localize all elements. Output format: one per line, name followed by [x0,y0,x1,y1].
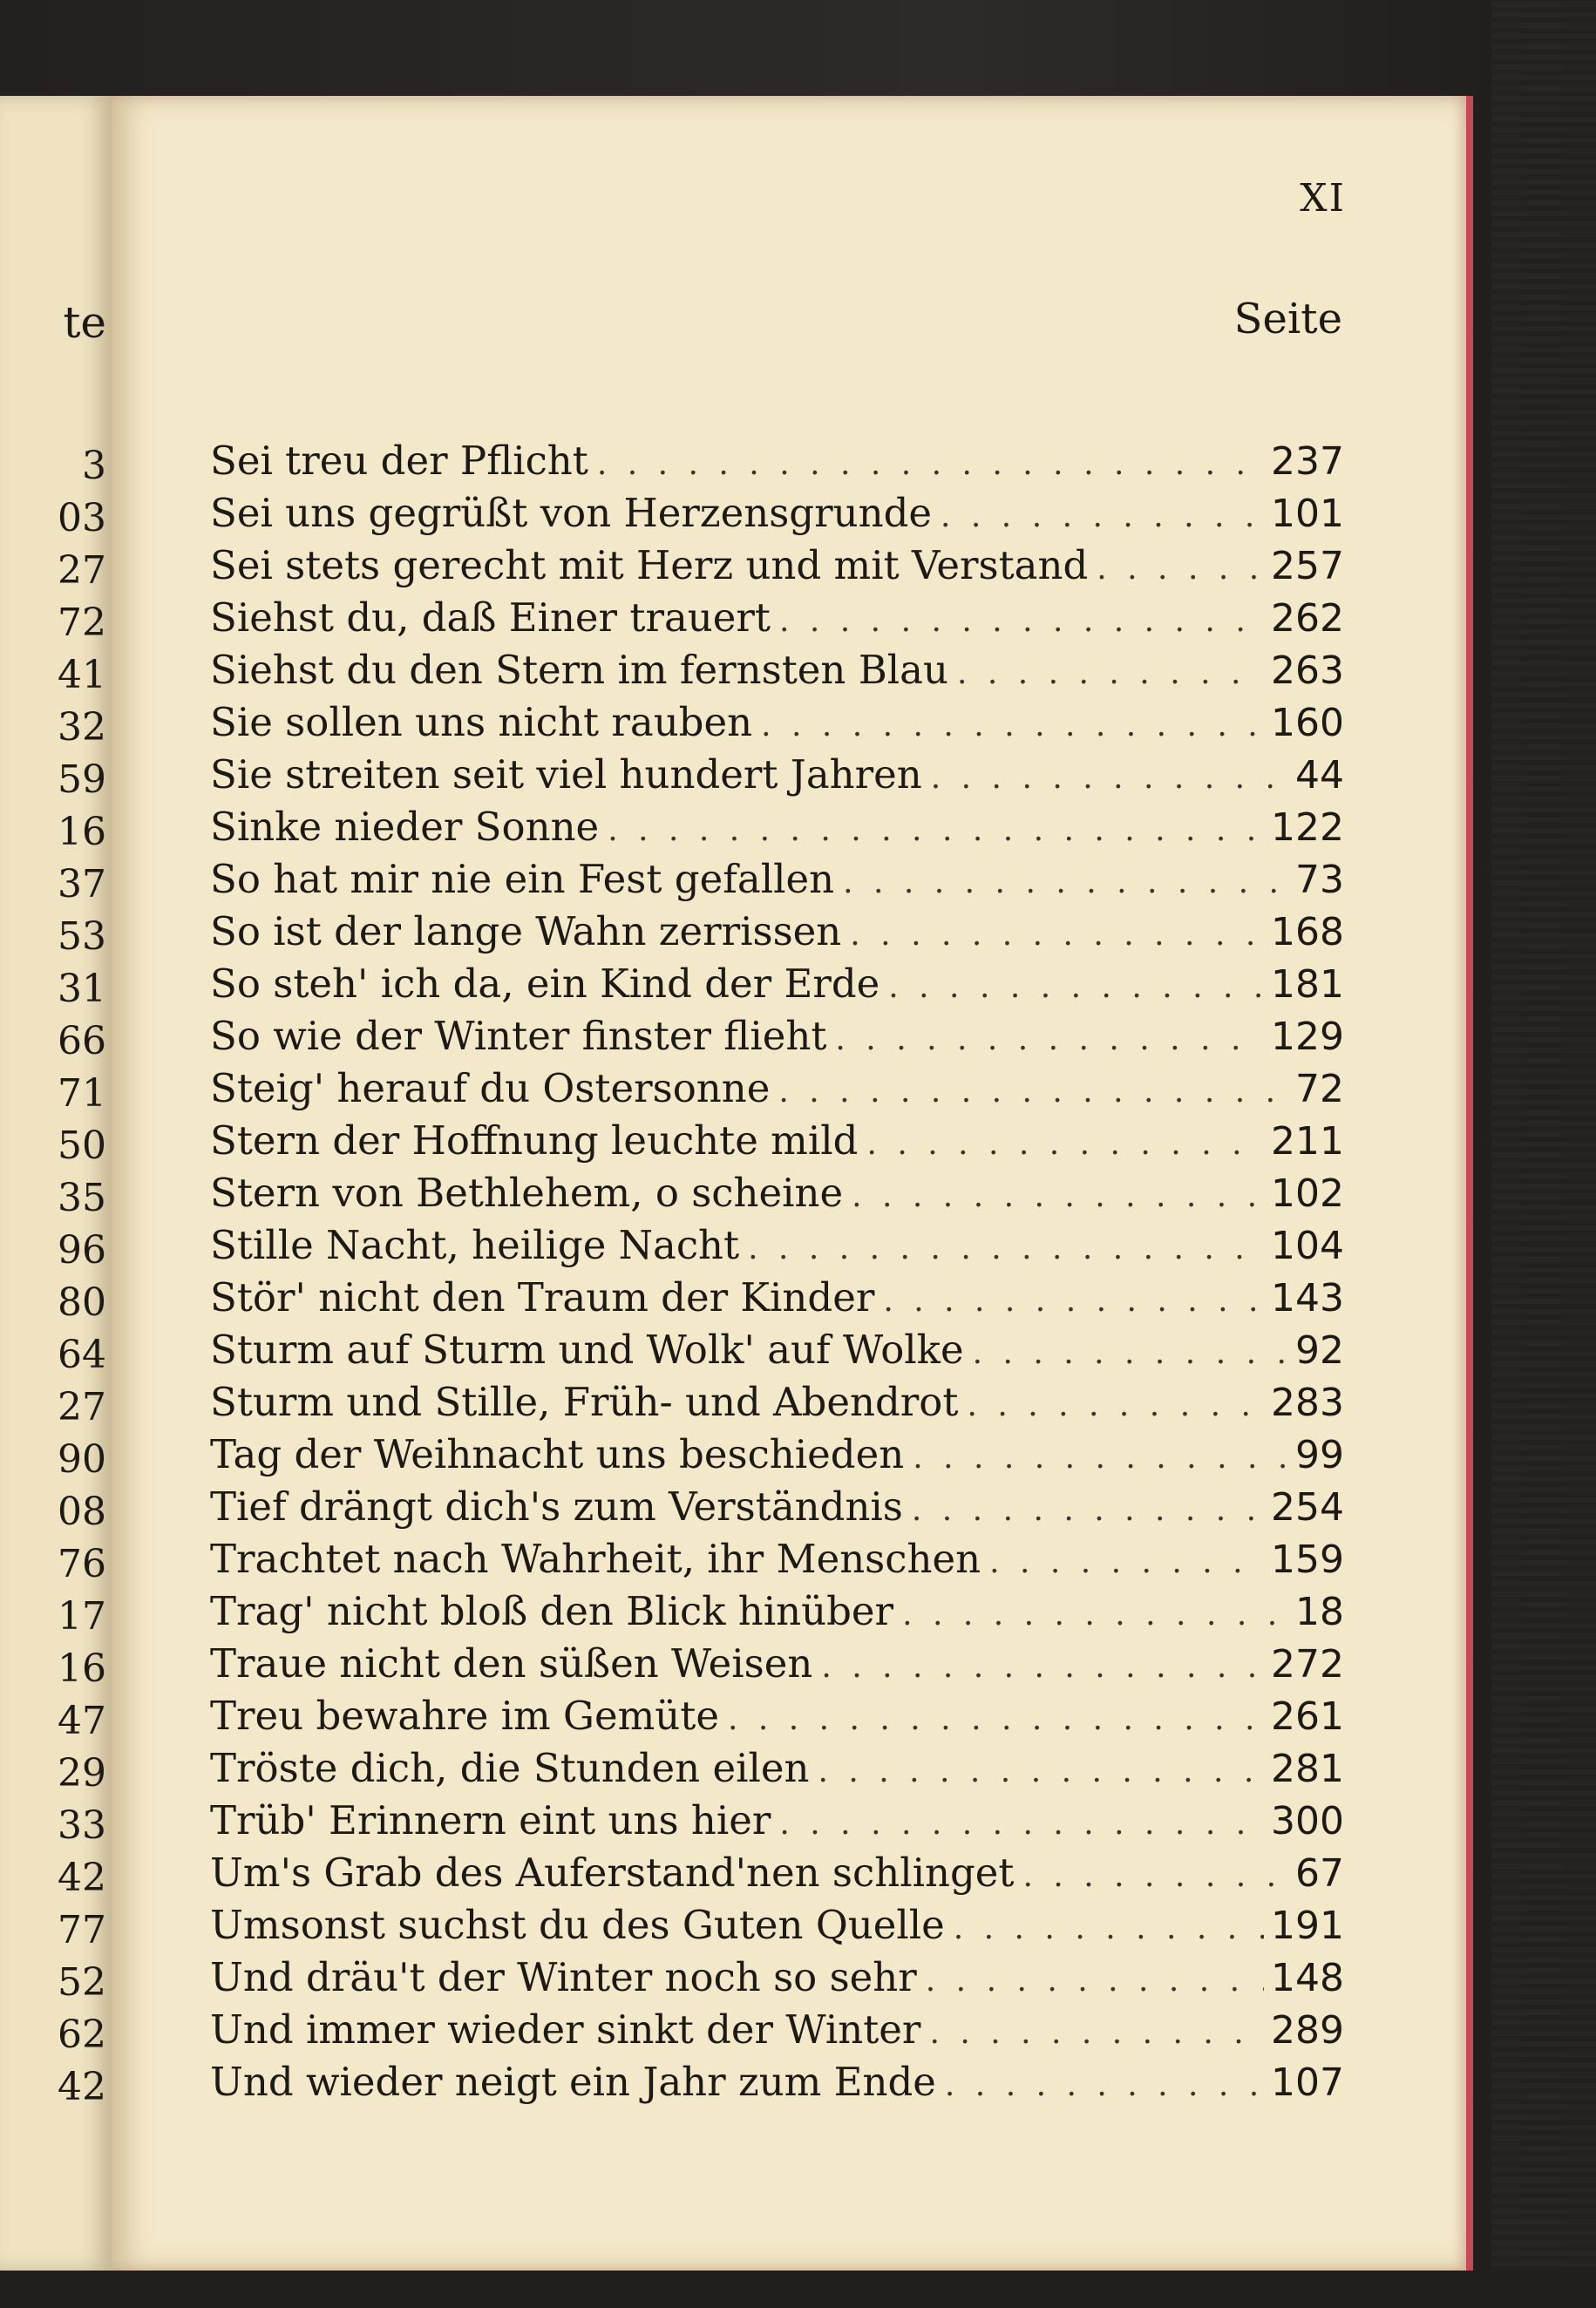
index-page [112,96,1473,2271]
dot-leader [954,1911,1264,1946]
dot-leader [850,917,1264,953]
previous-page-number: 31 [58,967,106,1011]
dot-leader [929,2015,1264,2051]
index-entry-page: 101 [1271,492,1344,536]
previous-page-number: 37 [58,862,106,906]
index-entry [210,908,1344,961]
index-entry [210,1954,1344,2006]
previous-page-number: 47 [58,1699,106,1743]
previous-page-number: 64 [58,1333,106,1377]
dot-leader [748,1231,1264,1266]
index-entry-page: 107 [1271,2060,1344,2105]
index-entry-title: Steig' herauf du Ostersonne [210,1065,771,1111]
previous-page-number: 35 [58,1176,106,1220]
index-entry-title: Um's Grab des Auferstand'nen schlinget [210,1850,1015,1896]
index-entry [210,699,1344,751]
index-entry [210,961,1344,1013]
dot-leader [926,1963,1264,1999]
dot-leader [821,1649,1264,1685]
index-entry-page: 300 [1271,1799,1344,1843]
dot-leader [912,1492,1264,1528]
previous-page-number: 42 [58,2065,106,2109]
index-entry-page: 99 [1295,1433,1344,1477]
dot-leader [852,1178,1264,1214]
index-entry-page: 92 [1295,1328,1344,1373]
previous-page-number: 29 [58,1751,106,1795]
index-entry-title: Traue nicht den süßen Weisen [210,1640,813,1687]
dot-leader [888,969,1264,1005]
index-entry-page: 102 [1271,1171,1344,1216]
previous-page-number: 66 [58,1019,106,1063]
index-entry-title: Und dräu't der Winter noch so sehr [210,1954,917,2000]
index-entry-page: 283 [1271,1381,1344,1425]
previous-page-number: 96 [58,1228,106,1273]
dot-leader [989,1544,1264,1580]
index-entry-title: So wie der Winter finster flieht [210,1013,827,1059]
previous-page-number: 77 [58,1908,106,1952]
index-entry [210,1379,1344,1431]
index-entry-title: Umsonst suchst du des Guten Quelle [210,1902,945,1948]
previous-page-number: 08 [58,1490,106,1534]
index-entry [210,1065,1344,1117]
previous-page-number: 53 [58,914,106,959]
previous-page-number: 03 [58,496,106,540]
index-entry-page: 263 [1271,648,1344,693]
index-entry [210,490,1344,542]
index-entry-title: Trüb' Erinnern eint uns hier [210,1797,771,1843]
index-entry-page: 272 [1271,1642,1344,1687]
index-entry [210,804,1344,856]
dot-leader [945,2067,1264,2103]
index-entry-title: Stille Nacht, heilige Nacht [210,1222,740,1268]
index-entry-title: Trag' nicht bloß den Blick hinüber [210,1588,894,1634]
dot-leader [931,760,1288,796]
index-entry [210,2059,1344,2111]
index-entry-page: 67 [1295,1851,1344,1896]
dot-leader [818,1754,1264,1789]
previous-page-number: 76 [58,1542,106,1586]
previous-page-number: 62 [58,2013,106,2057]
index-entry-page: 159 [1271,1538,1344,1582]
index-entry [210,1850,1344,1902]
index-entry [210,1222,1344,1274]
dot-leader [778,1074,1288,1110]
dot-leader [902,1597,1288,1633]
index-entry-page: 148 [1271,1956,1344,2000]
dot-leader [883,1283,1264,1319]
index-entry-title: Siehst du, daß Einer trauert [210,594,771,641]
index-entry [210,1170,1344,1222]
index-entry [210,1431,1344,1483]
dot-leader [835,1022,1264,1057]
previous-page-number: 16 [58,810,106,854]
index-entry-page: 262 [1271,596,1344,641]
index-entry-page: 122 [1271,805,1344,850]
index-entry-title: Sturm und Stille, Früh- und Abendrot [210,1379,959,1425]
index-entry-title: So hat mir nie ein Fest gefallen [210,856,835,902]
dot-leader [866,1126,1264,1162]
dot-leader [1023,1858,1289,1894]
index-entry-page: 289 [1271,2008,1344,2053]
index-list [210,438,1344,2111]
dot-leader [779,1806,1264,1842]
index-entry-page: 254 [1271,1485,1344,1530]
index-entry [210,1745,1344,1797]
index-entry-page: 73 [1295,858,1344,902]
previous-page-number: 42 [58,1856,106,1900]
index-entry-page: 160 [1271,701,1344,745]
dot-leader [597,446,1264,482]
index-entry [210,594,1344,647]
index-entry-page: 143 [1271,1276,1344,1320]
index-entry-title: Sie sollen uns nicht rauben [210,699,753,745]
dot-leader [957,655,1264,691]
index-entry [210,856,1344,908]
dot-leader [608,812,1264,848]
previous-page-number: 59 [58,757,106,802]
previous-page-number: 80 [58,1280,106,1325]
index-entry-title: Sei treu der Pflicht [210,438,588,484]
index-entry-title: Stern der Hoffnung leuchte mild [210,1117,859,1164]
previous-page-number: 52 [58,1960,106,2005]
dot-leader [843,865,1288,900]
dot-leader [967,1388,1264,1423]
page-column-header: Seite [1233,295,1342,343]
previous-page-number: 90 [58,1437,106,1482]
index-entry-title: Sei uns gegrüßt von Herzensgrunde [210,490,933,536]
index-entry [210,751,1344,804]
previous-page-number: 27 [58,1385,106,1429]
index-entry [210,1588,1344,1640]
index-entry-title: Sturm auf Sturm und Wolk' auf Wolke [210,1327,964,1373]
book-bottom-edge [0,2271,1596,2308]
dot-leader [941,499,1264,534]
index-entry-title: Tief drängt dich's zum Verständnis [210,1483,903,1530]
index-entry-title: Und immer wieder sinkt der Winter [210,2006,921,2053]
index-entry-title: Sei stets gerecht mit Herz und mit Verstand [210,542,1089,588]
previous-page-header: te [63,297,106,348]
previous-page-number: 41 [58,653,106,697]
index-entry-page: 237 [1271,439,1344,484]
index-entry [210,438,1344,490]
previous-page-number: 32 [58,705,106,750]
previous-page [0,96,112,2271]
index-entry [210,1274,1344,1327]
index-entry-title: Tag der Weihnacht uns beschieden [210,1431,905,1477]
index-entry [210,1693,1344,1745]
index-entry-page: 18 [1295,1590,1344,1634]
index-entry [210,542,1344,594]
index-entry-title: Trachtet nach Wahrheit, ihr Menschen [210,1536,981,1582]
index-entry-title: Stern von Bethlehem, o scheine [210,1170,844,1216]
index-entry-title: So steh' ich da, ein Kind der Erde [210,961,880,1007]
index-entry-title: Siehst du den Stern im fernsten Blau [210,647,948,693]
previous-page-number: 27 [58,548,106,593]
index-entry-title: So ist der lange Wahn zerrissen [210,908,842,954]
index-entry-page: 181 [1271,962,1344,1007]
index-entry [210,1013,1344,1065]
dot-leader [1097,551,1264,587]
index-entry-title: Sinke nieder Sonne [210,804,600,850]
index-entry-page: 281 [1271,1747,1344,1791]
dot-leader [761,708,1264,743]
previous-page-number: 33 [58,1803,106,1848]
index-entry-page: 129 [1271,1015,1344,1059]
dot-leader [728,1701,1264,1737]
index-entry-title: Sie streiten seit viel hundert Jahren [210,751,922,798]
index-entry-page: 191 [1271,1904,1344,1948]
previous-page-number: 17 [58,1594,106,1639]
index-entry [210,1536,1344,1588]
previous-page-number: 72 [58,601,106,645]
index-entry-page: 211 [1271,1119,1344,1164]
previous-page-number: 71 [58,1071,106,1116]
index-entry-title: Tröste dich, die Stunden eilen [210,1745,810,1791]
index-entry-page: 257 [1271,544,1344,588]
index-entry-title: Stör' nicht den Traum der Kinder [210,1274,875,1320]
index-entry-page: 104 [1271,1224,1344,1268]
index-entry-page: 261 [1271,1694,1344,1739]
index-entry [210,1327,1344,1379]
dot-leader [779,603,1264,639]
index-entry [210,647,1344,699]
previous-page-number: 50 [58,1123,106,1168]
index-entry [210,1483,1344,1536]
previous-page-number: 16 [58,1646,106,1691]
index-entry [210,1117,1344,1170]
index-entry-title: Und wieder neigt ein Jahr zum Ende [210,2059,936,2105]
index-entry [210,2006,1344,2059]
index-entry-title: Treu bewahre im Gemüte [210,1693,719,1739]
previous-page-number: 3 [82,444,106,488]
index-entry [210,1640,1344,1693]
page-number: XI [1300,176,1346,221]
previous-page-numbers [58,440,106,2114]
index-entry-page: 168 [1271,910,1344,954]
dot-leader [973,1335,1288,1371]
index-entry [210,1797,1344,1850]
index-entry-page: 44 [1295,753,1344,798]
index-entry [210,1902,1344,1954]
index-entry-page: 72 [1295,1067,1344,1111]
dot-leader [913,1440,1288,1476]
